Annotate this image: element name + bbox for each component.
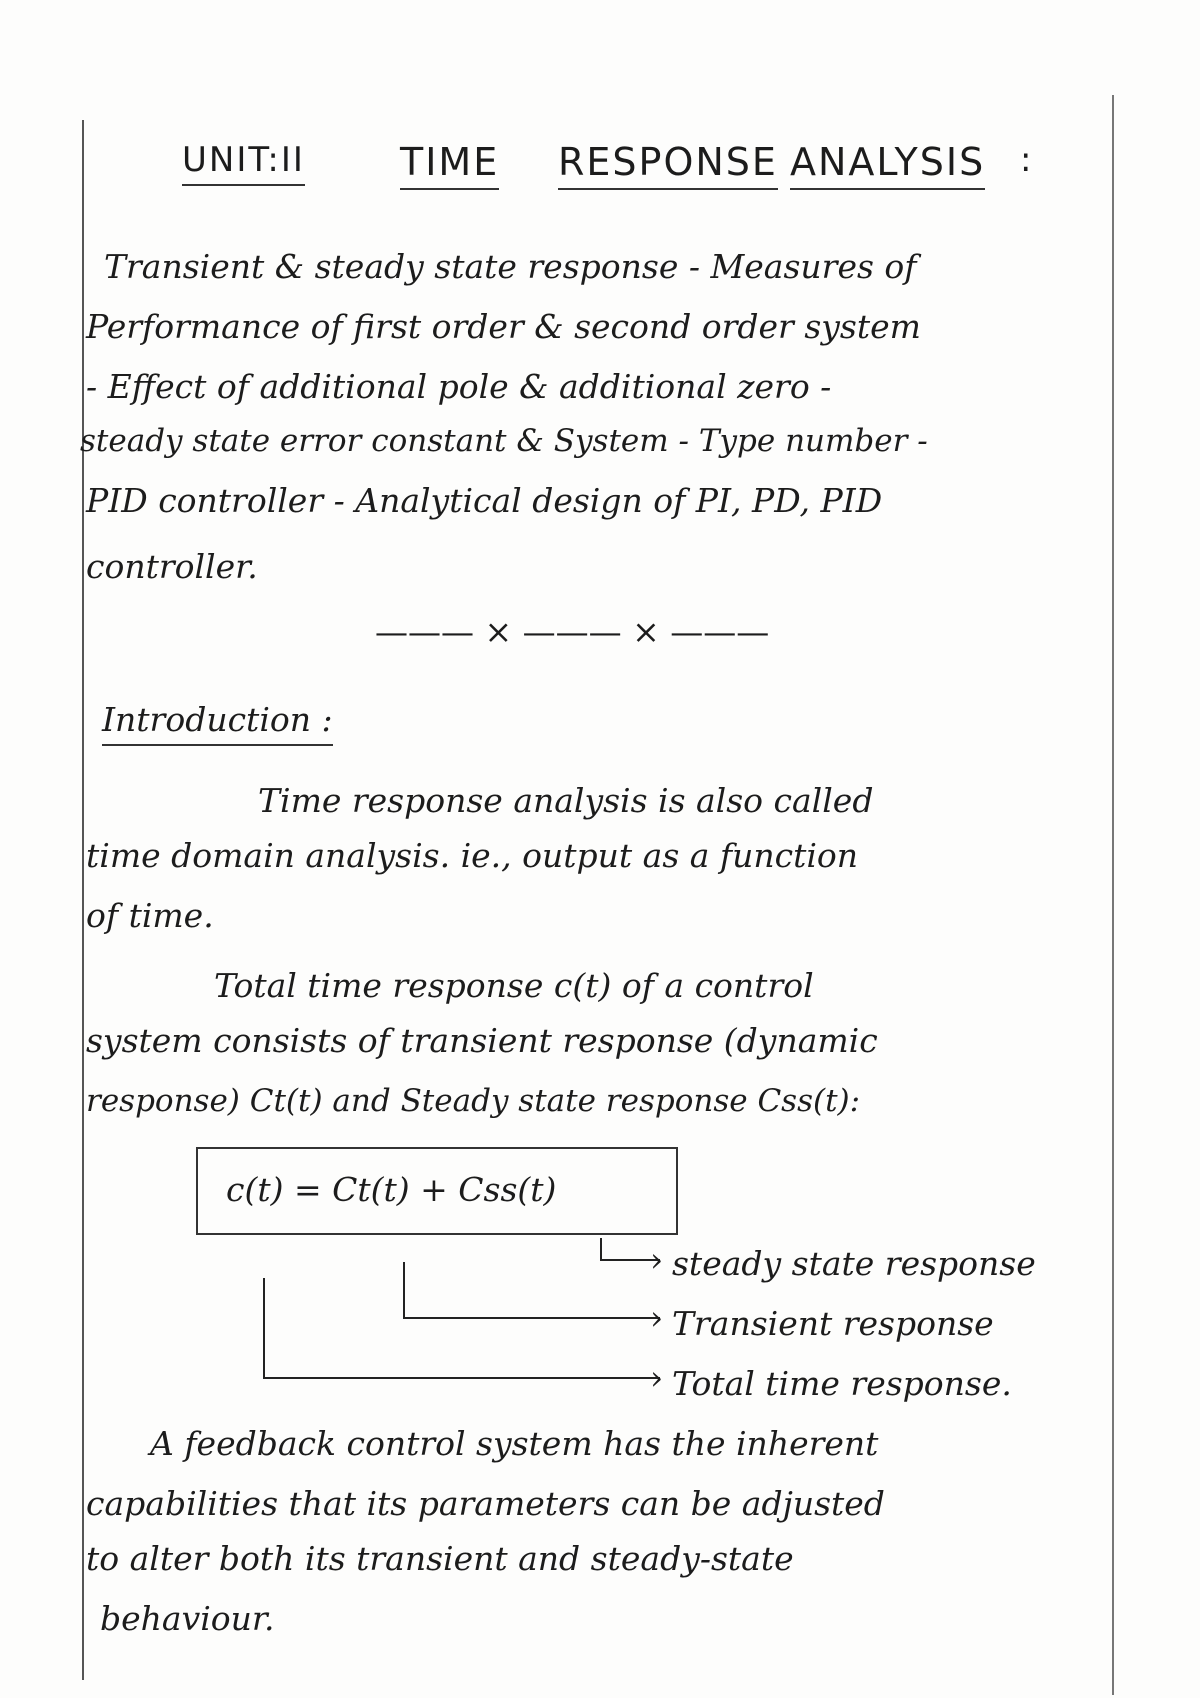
syllabus-line: PID controller - Analytical design of PI, PD, PID — [86, 481, 883, 520]
syllabus-line: steady state error constant & System - Type number - — [80, 423, 928, 459]
syllabus-line: Performance of first order & second order system — [86, 307, 921, 346]
intro-line: Time response analysis is also called — [258, 781, 874, 820]
intro-line: to alter both its transient and steady-state — [86, 1539, 794, 1578]
intro-line: Total time response c(t) of a control — [214, 966, 814, 1005]
label-transient: Transient response — [672, 1304, 994, 1343]
arrow-head-icon: › — [650, 1240, 664, 1279]
syllabus-line: Transient & steady state response - Measures of — [104, 247, 917, 286]
arrow-line — [263, 1278, 265, 1378]
left-margin-line — [82, 120, 84, 1680]
syllabus-line: controller. — [86, 547, 258, 586]
arrow-head-icon: › — [650, 1298, 664, 1337]
intro-line: response) Ct(t) and Steady state response Css(t): — [86, 1083, 861, 1119]
title-colon: : — [1020, 140, 1034, 180]
separator: ——— × ——— × ——— — [375, 612, 770, 651]
intro-line: time domain analysis. ie., output as a function — [86, 836, 859, 875]
unit-label: UNIT:II — [182, 140, 305, 186]
right-margin-line — [1112, 95, 1114, 1695]
equation: c(t) = Ct(t) + Css(t) — [226, 1170, 557, 1209]
label-steady-state: steady state response — [672, 1244, 1036, 1283]
arrow-line — [403, 1317, 660, 1319]
arrow-head-icon: › — [650, 1358, 664, 1397]
intro-line: behaviour. — [100, 1599, 275, 1638]
title-word-response: RESPONSE — [558, 140, 778, 190]
arrow-line — [263, 1377, 660, 1379]
label-total: Total time response. — [672, 1364, 1012, 1403]
arrow-line — [403, 1262, 405, 1318]
intro-line: capabilities that its parameters can be adjusted — [86, 1484, 885, 1523]
introduction-heading: Introduction : — [102, 700, 333, 746]
syllabus-line: - Effect of additional pole & additional zero - — [86, 367, 832, 406]
intro-line: A feedback control system has the inherent — [150, 1424, 879, 1463]
intro-line: of time. — [86, 896, 214, 935]
title-word-analysis: ANALYSIS — [790, 140, 985, 190]
arrow-line — [600, 1238, 602, 1260]
title-word-time: TIME — [400, 140, 499, 190]
intro-line: system consists of transient response (dynamic — [86, 1021, 878, 1060]
